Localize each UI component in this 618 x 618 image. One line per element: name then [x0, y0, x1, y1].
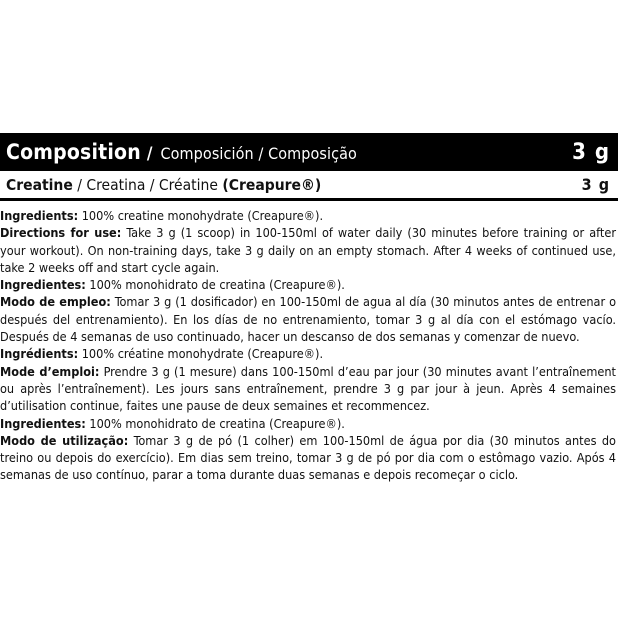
composition-title: Composition [6, 140, 141, 164]
title-separator: / [146, 144, 153, 164]
paragraph-label: Ingrédients: [0, 346, 79, 362]
paragraph-ingredients-es [0, 276, 616, 293]
paragraph-text: Take 3 g (1 scoop) in 100-150ml of water daily (30 minutes before training or after your workout). On non-training days, take 3 g daily on an empty stomach. After 4 weeks of continued use, take 2 weeks off and start cycle again. [0, 225, 616, 275]
paragraph-text: 100% creatine monohydrate (Creapure®). [78, 208, 324, 223]
paragraph-ingredients-en [0, 207, 616, 224]
paragraph-label: Ingredientes: [0, 415, 86, 431]
paragraph-ingredients-pt [0, 415, 616, 432]
paragraph-text: 100% créatine monohydrate (Creapure®). [78, 346, 324, 362]
product-amount: 3 g [581, 175, 610, 194]
paragraph-label: Ingredients: [0, 208, 79, 223]
serving-amount: 3 g [572, 139, 610, 165]
paragraph-label: Ingredientes: [0, 277, 86, 293]
paragraph-label: Modo de utilização: [0, 432, 129, 448]
product-brand: (Creapure®) [222, 175, 322, 194]
product-name-en: Creatine [6, 175, 73, 194]
paragraph-label: Directions for use: [0, 225, 122, 241]
paragraph-ingredients-fr [0, 345, 616, 362]
product-name [6, 176, 321, 194]
composition-subtitle: Composición / Composição [160, 144, 357, 163]
paragraph-directions-es [0, 293, 616, 345]
paragraph-text: 100% monohidrato de creatina (Creapure®). [85, 277, 345, 293]
paragraph-text: Tomar 3 g (1 dosificador) en 100-150ml de agua al día (30 minutos antes de entrenar o después del entrenamiento). En los días de no entrenamiento, tomar 3 g al día con el estómago vacío. Después de 4 semanas de uso continuado, hacer un descanso de dos semanas y comenzar de nuevo. [0, 294, 616, 345]
composition-heading [6, 140, 357, 164]
composition-header [0, 133, 618, 171]
paragraph-directions-pt [0, 432, 616, 484]
paragraph-label: Mode d’emploi: [0, 363, 100, 379]
paragraph-directions-fr [0, 363, 616, 415]
paragraph-directions-en [0, 224, 616, 276]
product-name-translations: / Creatina / Créatine [72, 175, 223, 194]
instructions-text [0, 207, 616, 484]
product-row [0, 171, 618, 201]
paragraph-text: Prendre 3 g (1 mesure) dans 100-150ml d’eau par jour (30 minutes avant l’entraînement ou après l’entraînement). Les jours sans entraînement, prendre 3 g par jour à jeun. Après 4 semaines d’utilisation continue, faites une pause de deux semaines et recommencez. [0, 363, 616, 414]
paragraph-text: 100% monohidrato de creatina (Creapure®). [85, 415, 345, 431]
paragraph-label: Modo de empleo: [0, 294, 111, 310]
paragraph-text: Tomar 3 g de pó (1 colher) em 100-150ml de água por dia (30 minutos antes do treino ou depois do exercício). Em dias sem treino, tomar 3 g de pó por dia com o estômago vazio. Após 4 semanas de uso contínuo, parar a toma durante duas semanas e depois recomeçar o ciclo. [0, 432, 616, 483]
